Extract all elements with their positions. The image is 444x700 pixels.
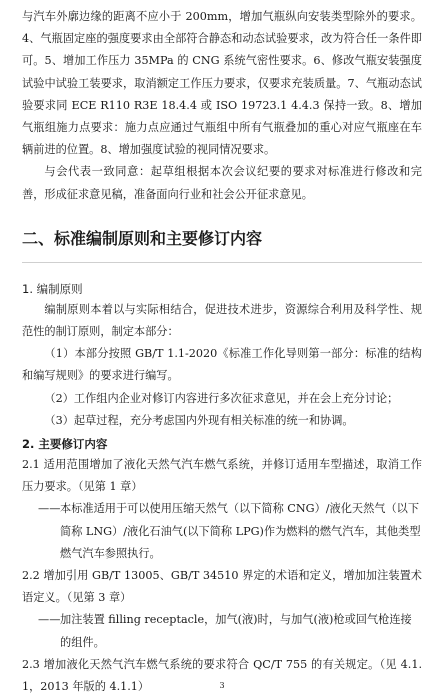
subheading-principles: 1. 编制原则 [22,281,83,296]
revision-note-2-1 [22,498,422,565]
paragraph-meeting-consensus: 与会代表一致同意：起草组根据本次会议纪要的要求对标准进行修改和完善，形成征求意见稿，准备面向行业和社会公开征求意见。 [22,165,422,201]
principle-item-3: （3）起草过程，充分考虑国内外现有相关标准的统一和协调。 [44,413,354,427]
paragraph-principles-intro: 编制原则本着以与实际相结合，促进技术进步，资源综合利用及科学性、规范性的制订原则，制定本部分： [22,302,422,339]
revision-note-2-1-text: 本标准适用于可以使用压缩天然气（以下简称 CNG）/液化天然气（以下简称 LNG）/液化石油气(以下简称 LPG)作为燃料的燃气汽车，其他类型燃气汽车参照执行。 [60,502,421,560]
paragraph-revision-list-continued: 与汽车外廓边缘的距离不应小于 200mm，增加气瓶纵向安装类型除外的要求。4、气瓶固定座的强度要求由全部符合静态和动态试验要求，改为符合任一条件即可。5、增加工作压力 35MPa 的 CNG 系统气密性要求。6、修改气瓶安装强度试验中试验工装要求，取消额定工作压力要求，仅要求充装质量。7、气瓶动态试验要求同 ECE R110 R3E 18.4.4 或 ISO 19723.1 4.4.3 保持一致。8、增加气瓶组施力点要求：施力点应通过气瓶组中所有气瓶叠加的重心对应气瓶座在车辆前进的位置。8、增加强度试验的视同情况要求。 [22,10,422,157]
revision-item-2-3: 2.3 增加液化天然气汽车燃气系统的要求符合 QC/T 755 的有关规定。（见 4.1.1，2013 年版的 4.1.1） [22,657,422,694]
principle-item-1: （1）本部分按照 GB/T 1.1-2020《标准工作化导则第一部分：标准的结构和编写规则》的要求进行编写。 [22,347,422,383]
heading-divider [22,262,422,263]
subheading-revisions: 2. 主要修订内容 [22,437,108,452]
revision-note-2-2 [22,609,422,653]
section-heading: 二、标准编制原则和主要修订内容 [22,228,263,248]
page-number: 3 [219,681,225,690]
principle-item-2: （2）工作组内企业对修订内容进行多次征求意见，并在会上充分讨论； [44,391,399,405]
revision-item-2-2: 2.2 增加引用 GB/T 13005、GB/T 34510 界定的术语和定义，增加加注装置术语定义。（见第 3 章） [22,569,422,605]
dash-mark: —— [38,502,61,516]
revision-note-2-2-text: 加注装置 filling receptacle，加气(液)时，与加气(液)枪或回气枪连接的组件。 [60,613,412,649]
dash-mark: —— [38,613,61,627]
revision-item-2-1: 2.1 适用范围增加了液化天然气汽车燃气系统，并修订适用车型描述，取消工作压力要求。（见第 1 章） [22,458,422,494]
